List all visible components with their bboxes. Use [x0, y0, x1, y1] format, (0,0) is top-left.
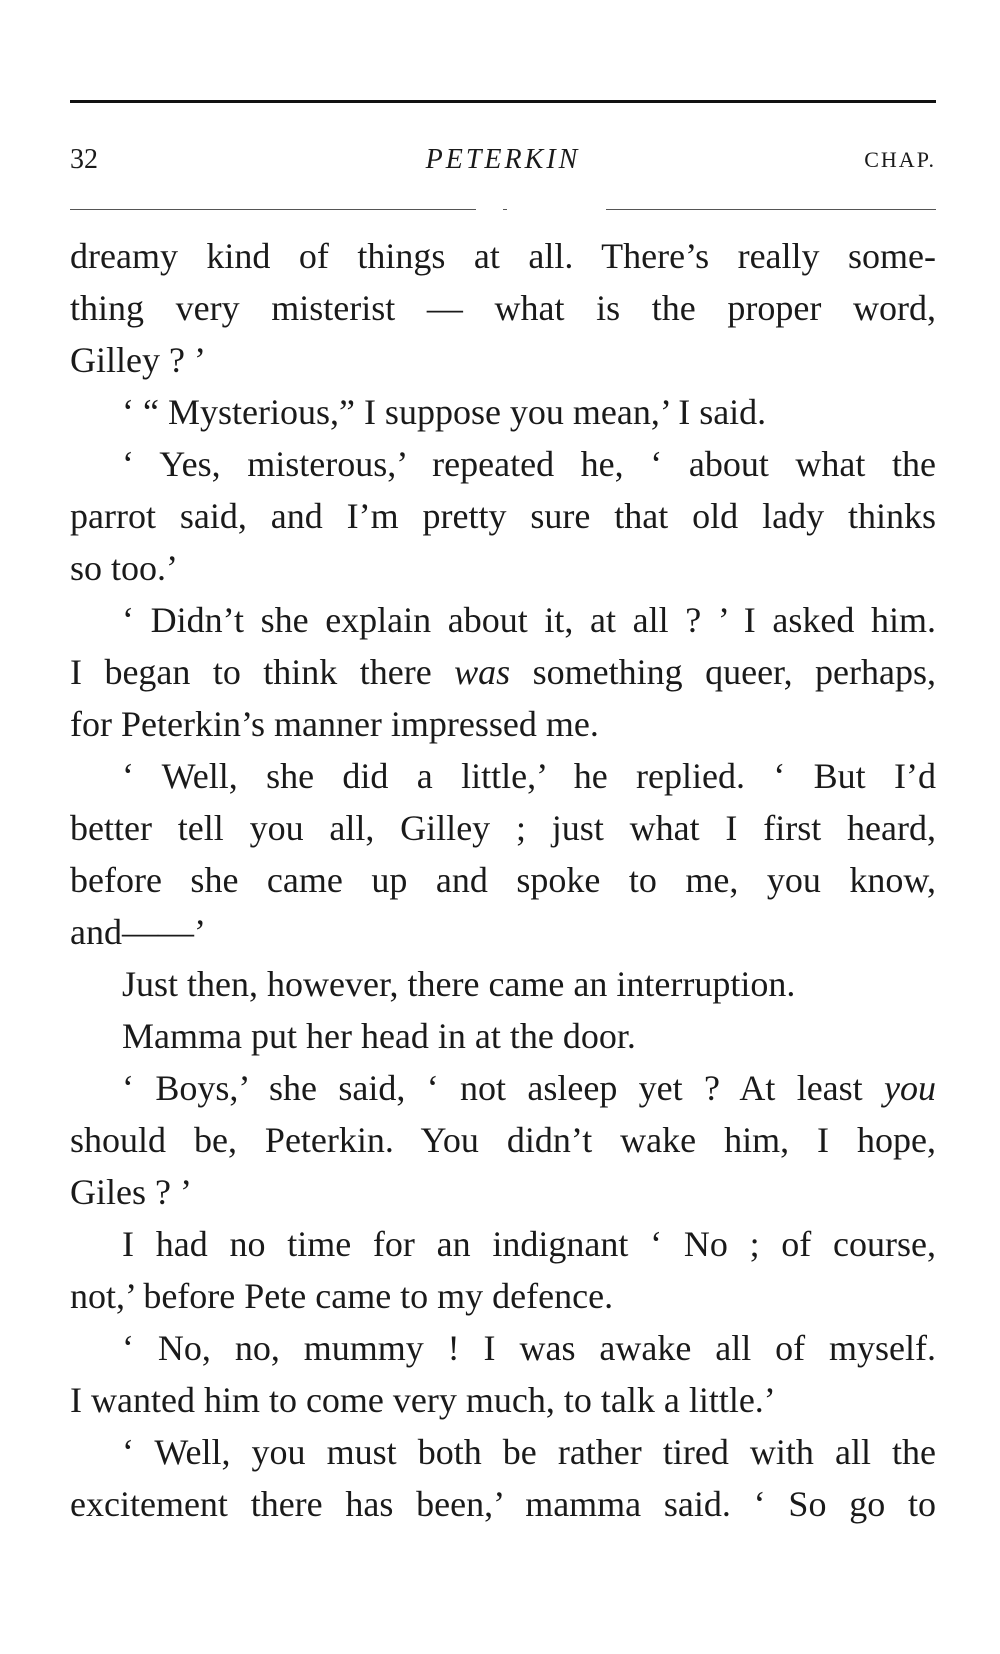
- text-line: ‘ Boys,’ she said, ‘ not asleep yet ? At least you: [122, 1068, 936, 1108]
- text-line: ‘ “ Mysterious,” I suppose you mean,’ I said.: [122, 392, 767, 432]
- text-line: Mamma put her head in at the door.: [122, 1016, 636, 1056]
- chapter-label: CHAP.: [864, 147, 936, 172]
- text-line: Gilley ? ’: [70, 340, 206, 380]
- text-line: ‘ No, no, mummy ! I was awake all of myself.: [122, 1328, 936, 1368]
- page-number: 32: [70, 144, 98, 175]
- text-line: ‘ Didn’t she explain about it, at all ? ’ I asked him.: [122, 600, 936, 640]
- text-line: I had no time for an indignant ‘ No ; of course,: [122, 1224, 936, 1264]
- text-line: and——’: [70, 912, 206, 952]
- header-bottom-rule-left: [70, 209, 476, 210]
- text-line: should be, Peterkin. You didn’t wake him, I hope,: [70, 1120, 936, 1160]
- header-bottom-rule-dot: [503, 209, 507, 210]
- text-line: ‘ Well, you must both be rather tired with all the: [122, 1432, 936, 1472]
- text-line: ‘ Yes, misterous,’ repeated he, ‘ about what the: [122, 444, 936, 484]
- book-title: PETERKIN: [425, 144, 581, 175]
- text-line: excitement there has been,’ mamma said. ‘ So go to: [70, 1484, 936, 1524]
- header-bottom-rule-right: [606, 209, 936, 210]
- text-line: Giles ? ’: [70, 1172, 192, 1212]
- text-line: thing very misterist — what is the proper word,: [70, 288, 936, 328]
- text-line: so too.’: [70, 548, 178, 588]
- text-line: dreamy kind of things at all. There’s really some-: [70, 236, 936, 276]
- text-line: better tell you all, Gilley ; just what I first heard,: [70, 808, 936, 848]
- text-line: not,’ before Pete came to my defence.: [70, 1276, 614, 1316]
- text-line: before she came up and spoke to me, you know,: [70, 860, 936, 900]
- header-top-rule: [70, 100, 936, 103]
- running-head: [70, 140, 936, 180]
- text-line: ‘ Well, she did a little,’ he replied. ‘ But I’d: [122, 756, 936, 796]
- text-line: parrot said, and I’m pretty sure that old lady thinks: [70, 496, 936, 536]
- text-line: for Peterkin’s manner impressed me.: [70, 704, 599, 744]
- text-line: I began to think there was something queer, perhaps,: [70, 652, 936, 692]
- text-line: I wanted him to come very much, to talk a little.’: [70, 1380, 776, 1420]
- text-line: Just then, however, there came an interruption.: [122, 964, 796, 1004]
- body-text: [70, 230, 936, 1530]
